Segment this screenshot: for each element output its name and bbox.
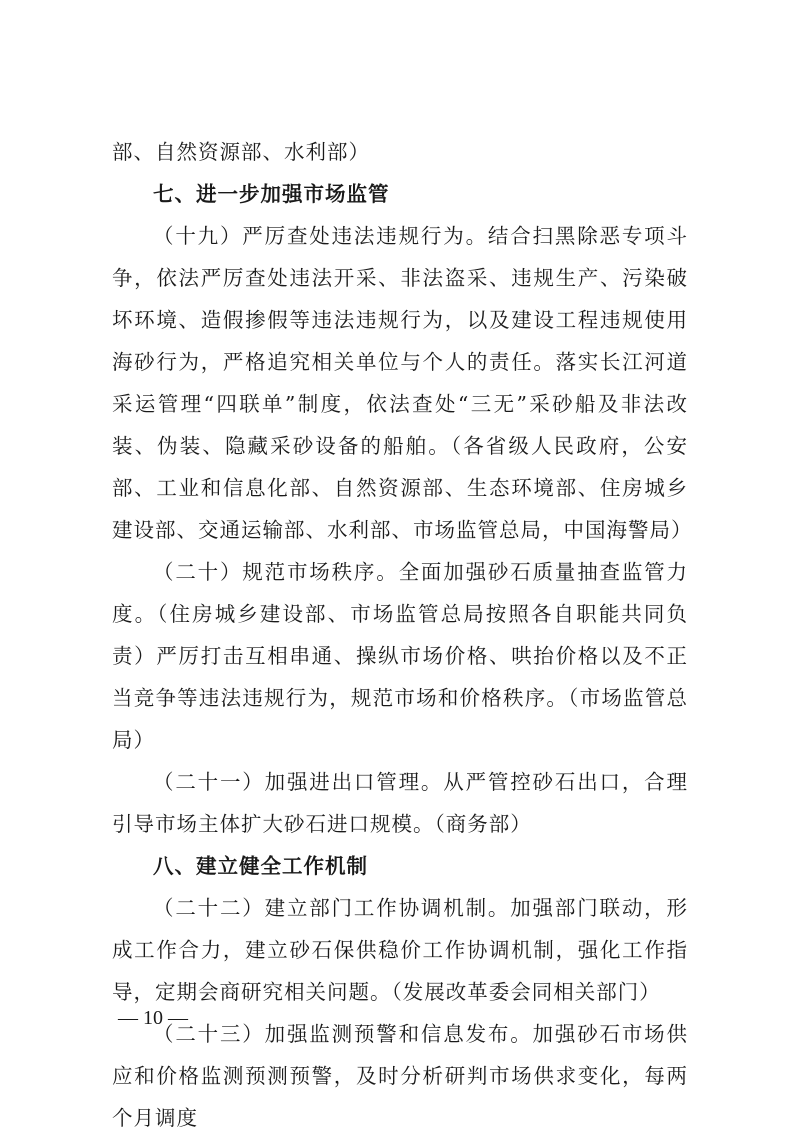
paragraph-22: （二十二）建立部门工作协调机制。加强部门联动，形成工作合力，建立砂石保供稳价工作协调机制，强化工作指导，定期会商研究相关问题。（发展改革委会同相关部门） [112,896,688,1004]
section-heading-7: 七、进一步加强市场监管 [153,182,390,206]
paragraph-21: （二十一）加强进出口管理。从严管控砂石出口，合理引导市场主体扩大砂石进口规模。（商务部） [112,770,688,836]
document-body [112,131,693,1139]
paragraph-23: （二十三）加强监测预警和信息发布。加强砂石市场供应和价格监测预测预警，及时分析研判市场供求变化，每两个月调度 [112,1022,688,1130]
paragraph-19: （十九）严厉查处违法违规行为。结合扫黑除恶专项斗争，依法严厉查处违法开采、非法盗采、违规生产、污染破坏环境、造假掺假等违法违规行为，以及建设工程违规使用海砂行为，严格追究相关单位与个人的责任。落实长江河道采运管理“四联单”制度，依法查处“三无”采砂船及非法改装、伪装、隐藏采砂设备的船舶。（各省级人民政府，公安部、工业和信息化部、自然资源部、生态环境部、住房城乡建设部、交通运输部、水利部、市场监管总局，中国海警局） [112,224,693,542]
section-heading-8: 八、建立健全工作机制 [153,854,368,878]
page-number: — 10 — [118,1007,188,1029]
paragraph-continuation: 部、自然资源部、水利部） [112,140,370,164]
paragraph-20: （二十）规范市场秩序。全面加强砂石质量抽查监管力度。（住房城乡建设部、市场监管总局按照各自职能共同负责）严厉打击互相串通、操纵市场价格、哄抬价格以及不正当竞争等违法违规行为，规范市场和价格秩序。（市场监管总局） [112,560,688,752]
